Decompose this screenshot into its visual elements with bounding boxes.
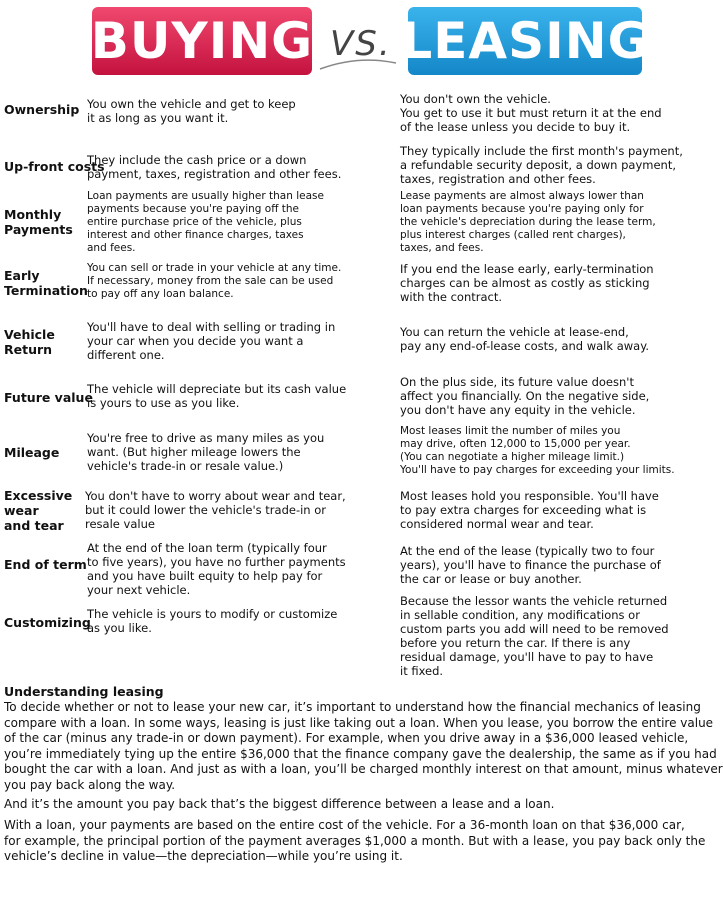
buy-text-vehicle-return: You'll have to deal with selling or trading in your car when you decide you want a different one. bbox=[87, 320, 336, 362]
lease-text-monthly-payments: Lease payments are almost always lower than loan payments because you're paying only for the vehicle's depreciation during the lease term, plus interest charges (called rent charges), taxes, and fees. bbox=[400, 190, 656, 254]
buy-text-excessive-wear: You don't have to worry about wear and tear, but it could lower the vehicle's trade-in or resale value bbox=[85, 489, 346, 531]
lease-text-ownership: You don't own the vehicle. You get to use it but must return it at the end of the lease unless you decide to buy it. bbox=[400, 92, 662, 134]
leasing-title: LEASING bbox=[400, 12, 650, 70]
row-label-ownership: Ownership bbox=[4, 102, 80, 117]
buy-text-ownership: You own the vehicle and get to keep it as long as you want it. bbox=[87, 97, 296, 125]
lease-text-up-front-costs: They typically include the first month's payment, a refundable security deposit, a down payment, taxes, registration and other fees. bbox=[400, 144, 683, 186]
lease-text-vehicle-return: You can return the vehicle at lease-end, pay any end-of-lease costs, and walk away. bbox=[400, 325, 650, 353]
section-heading: Understanding leasing bbox=[4, 684, 164, 699]
row-label-vehicle-return: Vehicle Return bbox=[4, 327, 55, 357]
lease-text-future-value: On the plus side, its future value doesn't affect you financially. On the negative side, you don't have any equity in the vehicle. bbox=[400, 375, 650, 417]
row-label-mileage: Mileage bbox=[4, 445, 60, 460]
vs-swoosh-icon bbox=[318, 57, 398, 71]
row-label-excessive-wear-and-tear: Excessive wear and tear bbox=[4, 488, 73, 533]
buy-text-future-value: The vehicle will depreciate but its cash value is yours to use as you like. bbox=[87, 382, 347, 410]
buying-banner bbox=[92, 7, 312, 75]
lease-text-early-termination: If you end the lease early, early-termination charges can be almost as costly as sticking with the contract. bbox=[400, 262, 654, 304]
buy-text-end-of-term: At the end of the loan term (typically four to five years), you have no further payments and you have built equity to help pay for your next vehicle. bbox=[87, 541, 346, 597]
buy-text-monthly-payments: Loan payments are usually higher than lease payments because you're paying off the entire purchase price of the vehicle, plus interest and other finance charges, taxes and fees. bbox=[87, 190, 324, 254]
leasing-banner bbox=[400, 7, 650, 75]
buy-text-customizing: The vehicle is yours to modify or customize as you like. bbox=[87, 607, 338, 635]
buy-text-up-front-costs: They include the cash price or a down payment, taxes, registration and other fees. bbox=[87, 153, 342, 181]
row-label-early-termination: Early Termination bbox=[4, 268, 88, 298]
buying-title: BUYING bbox=[90, 12, 314, 70]
paragraph-1: To decide whether or not to lease your new car, it’s important to understand how the financial mechanics of leasing compare with a loan. In some ways, leasing is just like taking out a loan. When you lease, you borrow the entire value of the car (minus any trade-in or down payment). For example, when you drive away in a $36,000 leased vehicle, you’re immediately tying up the entire $36,000 that the finance company gave the dealership, the same as if you had bought the car with a loan. And just as with a loan, you’ll be charged monthly interest on that amount, minus whatever you pay back along the way. bbox=[4, 700, 723, 792]
row-label-future-value: Future value bbox=[4, 390, 93, 405]
paragraph-2: And it’s the amount you pay back that’s the biggest difference between a lease and a loan. bbox=[4, 797, 555, 811]
row-label-monthly-payments: Monthly Payments bbox=[4, 207, 73, 237]
lease-text-excessive-wear: Most leases hold you responsible. You'll have to pay extra charges for exceeding what is considered normal wear and tear. bbox=[400, 489, 659, 531]
row-label-up-front-costs: Up-front costs bbox=[4, 159, 105, 174]
buy-text-early-termination: You can sell or trade in your vehicle at any time. If necessary, money from the sale can be used to pay off any loan balance. bbox=[87, 262, 342, 300]
row-label-customizing: Customizing bbox=[4, 615, 91, 630]
vs-label: VS. bbox=[330, 24, 392, 64]
row-label-end-of-term: End of term bbox=[4, 557, 87, 572]
lease-text-customizing: Because the lessor wants the vehicle returned in sellable condition, any modifications or custom parts you add will need to be removed before you return the car. If there is any residual damage, you'll have to pay to have it fixed. bbox=[400, 594, 669, 678]
paragraph-3: With a loan, your payments are based on the entire cost of the vehicle. For a 36-month loan on that $36,000 car, for example, the principal portion of the payment averages $1,000 a month. But with a lease, you pay back only the vehicle’s decline in value—the depreciation—while you’re using it. bbox=[4, 818, 706, 863]
buy-text-mileage: You're free to drive as many miles as you want. (But higher mileage lowers the vehicle's trade-in or resale value.) bbox=[87, 431, 325, 473]
lease-text-mileage: Most leases limit the number of miles you may drive, often 12,000 to 15,000 per year. (You can negotiate a higher mileage limit.) You'll have to pay charges for exceeding your limits. bbox=[400, 425, 675, 476]
lease-text-end-of-term: At the end of the lease (typically two to four years), you'll have to finance the purchase of the car or lease or buy another. bbox=[400, 544, 661, 586]
